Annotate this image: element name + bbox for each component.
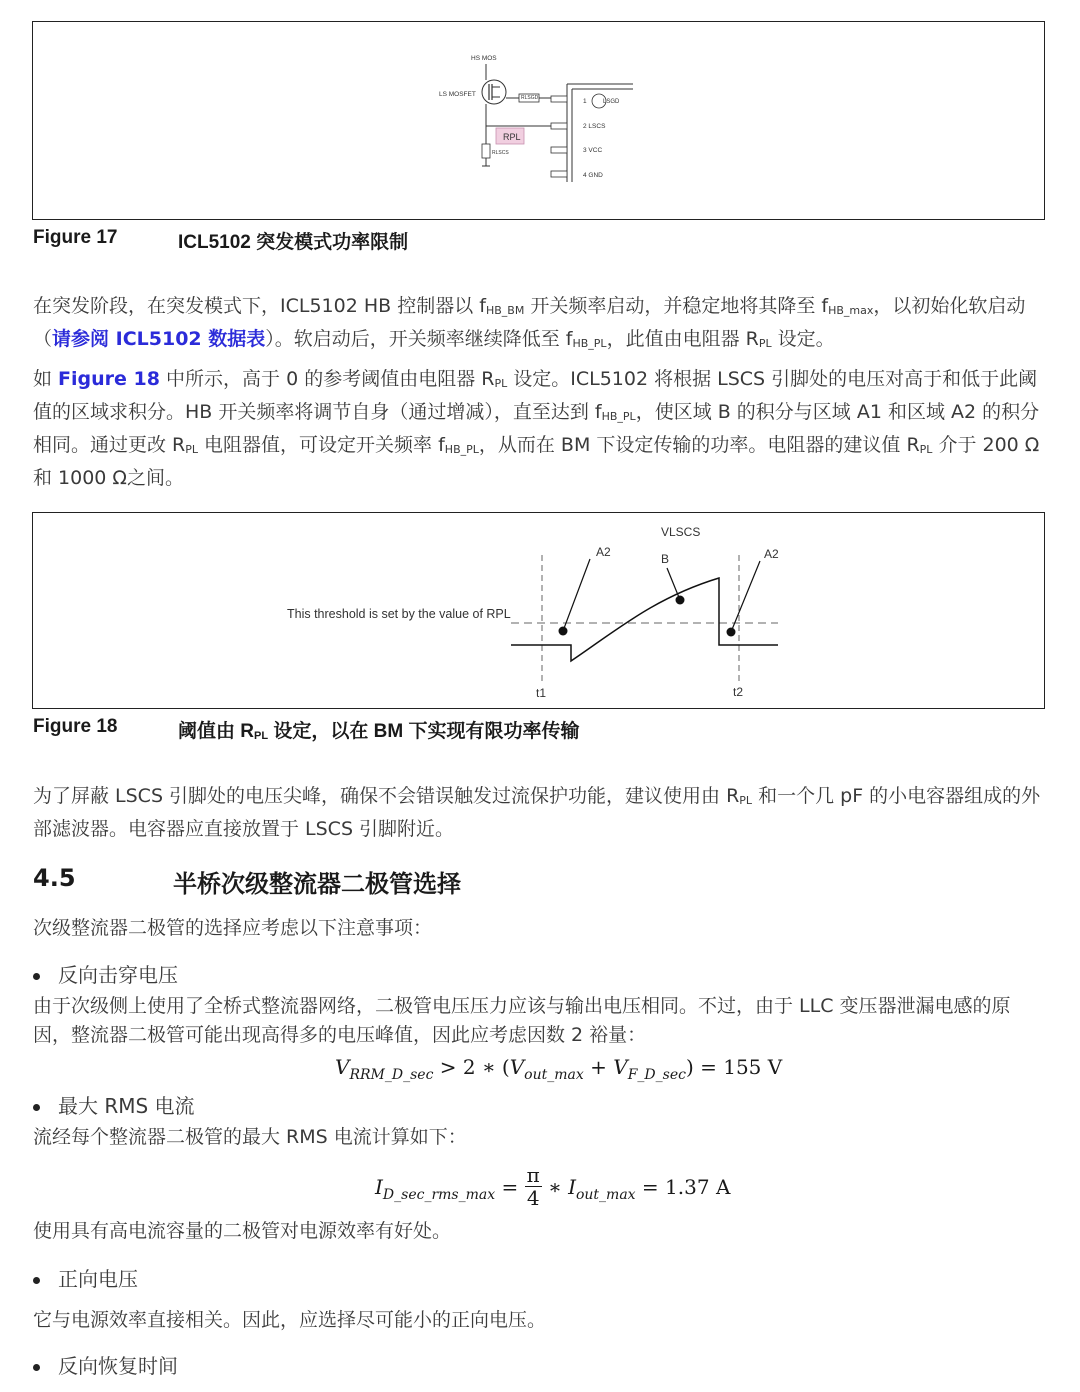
a2-right-dot (727, 628, 736, 637)
paragraph-forward: 它与电源效率直接相关。因此，应选择尽可能小的正向电压。 (33, 1309, 547, 1331)
figure-18-title-a: 阈值由 R (178, 721, 255, 742)
vlscs-label: VLSCS (661, 525, 701, 539)
pin-4-label: 4 GND (583, 172, 603, 179)
figure-18-title-sub: PL (254, 730, 269, 742)
para1-text-f: 设定。 (771, 328, 835, 350)
pin-2-label: 2 LSCS (583, 123, 606, 130)
paragraph-rms: 流经每个整流器二极管的最大 RMS 电流计算如下： (33, 1126, 467, 1148)
para2-sub-4: HB_PL (444, 443, 479, 456)
bullet-dot (33, 973, 40, 980)
eq1-v1-sub: out_max (524, 1067, 584, 1083)
eq2-rhs: = 1.37 A (635, 1175, 731, 1199)
pin-3-label: 3 VCC (583, 147, 603, 154)
a2-left-label: A2 (596, 545, 611, 559)
threshold-note: This threshold is set by the value of RPL (287, 607, 511, 621)
t2-label: t2 (733, 685, 744, 699)
para2-text-g: 介于 200 Ω和 1000 Ω之间。 (33, 434, 1040, 489)
para2-text-c: 设定。ICL5102 将根据 LSCS 引脚处的电压对高于和低于此阈值的区域求积分。HB 开关频率将调节自身（通过增减），直至达到 f (33, 368, 1038, 423)
datasheet-link[interactable]: 请参阅 ICL5102 数据表 (52, 328, 266, 350)
bullet-forward-voltage (33, 1263, 138, 1292)
eq1-lhs: V (335, 1055, 350, 1079)
pin-1-name: LSGD (603, 99, 620, 105)
eq2-denominator: 4 (526, 1186, 540, 1210)
para1-text-e: ，此值由电阻器 R (606, 328, 759, 350)
para3-text-a: 为了屏蔽 LSCS 引脚处的电压尖峰，确保不会错误触发过流保护功能，建议使用由 R (33, 785, 740, 807)
section-intro: 次级整流器二极管的选择应考虑以下注意事项： (33, 917, 433, 939)
b-label: B (661, 552, 670, 566)
r-lscs-resistor (482, 144, 490, 158)
eq1-op: > 2 ∗ ( (433, 1055, 510, 1079)
eq2-equals: = (495, 1175, 525, 1199)
figure-18-label: Figure 18 (33, 716, 118, 737)
section-number: 4.5 (33, 864, 76, 892)
ls-mosfet-symbol (482, 80, 506, 104)
paragraph-threshold (33, 365, 1045, 493)
r-lscs-label: RLSCS (492, 150, 509, 156)
equation-rms (375, 1163, 731, 1211)
figure-18-title (178, 716, 579, 743)
para1-text-d: ）。软启动后，开关频率继续降低至 f (265, 328, 573, 350)
eq1-rhs: ) = 155 V (685, 1055, 783, 1079)
bullet-max-rms-current (33, 1090, 195, 1119)
para1-sub-pl: PL (758, 337, 772, 350)
ls-mosfet-label: LS MOSFET (439, 91, 476, 98)
eq1-v1: V (509, 1055, 525, 1079)
equation-vrrm (335, 1055, 782, 1083)
a2-left-dot (559, 627, 568, 636)
para2-sub-2: HB_PL (601, 410, 636, 423)
eq1-plus: + (583, 1055, 614, 1079)
para1-text-c: ，以初始化软启动（ (33, 295, 1026, 350)
hs-mos-label: HS MOS (471, 55, 497, 62)
eq2-numerator: π (526, 1163, 540, 1187)
eq2-fraction (525, 1164, 542, 1209)
bullet-text: 反向击穿电压 (58, 963, 178, 987)
para1-text-a: 在突发阶段，在突发模式下，ICL5102 HB 控制器以 f (33, 295, 486, 317)
figure-17-title: ICL5102 突发模式功率限制 (178, 232, 409, 253)
section-title: 半桥次级整流器二极管选择 (173, 870, 461, 898)
figure-17-caption (33, 227, 933, 253)
para2-text-d: ，使区域 B 的积分与区域 A1 和区域 A2 的积分相同。通过更改 R (33, 401, 1040, 456)
eq2-times: ∗ (541, 1175, 569, 1199)
para1-sub-hb-pl: HB_PL (572, 337, 607, 350)
paragraph-benefit: 使用具有高电流容量的二极管对电源效率有好处。 (33, 1220, 452, 1242)
figure-18-link[interactable]: Figure 18 (58, 368, 160, 390)
t1-label: t1 (536, 686, 547, 700)
para2-text-a: 如 (33, 368, 59, 390)
r-lsgd-label: RLSGD (521, 95, 539, 101)
figure-17-frame (32, 21, 1045, 220)
para2-sub-3: PL (185, 443, 199, 456)
lscs-waveform (511, 578, 778, 661)
paragraph-burst-phase (33, 292, 1045, 358)
para3-sub: PL (739, 794, 753, 807)
paragraph-filter (33, 782, 1045, 844)
bullet-text: 正向电压 (58, 1267, 138, 1291)
figure-18-waveform-diagram (33, 513, 1044, 708)
figure-18-frame (32, 512, 1045, 709)
para2-text-b: 中所示，高于 0 的参考阈值由电阻器 R (159, 368, 495, 390)
para2-text-f: ，从而在 BM 下设定传输的功率。电阻器的建议值 R (478, 434, 920, 456)
bullet-dot (33, 1104, 40, 1111)
figure-18-caption (33, 716, 933, 742)
b-dot (676, 596, 685, 605)
r-pl-label: RPL (503, 132, 521, 142)
eq1-v2: V (613, 1055, 628, 1079)
eq1-lhs-sub: RRM_D_sec (349, 1067, 434, 1083)
eq2-i-sub: out_max (575, 1187, 636, 1203)
para2-text-e: 电阻器值，可设定开关频率 f (198, 434, 445, 456)
paragraph-vrrm: 由于次级侧上使用了全桥式整流器网络，二极管电压压力应该与输出电压相同。不过，由于 LLC 变压器泄漏电感的原因，整流器二极管可能出现高得多的电压峰值，因此应考虑因数 2 裕量： (33, 995, 1011, 1046)
bullet-reverse-voltage (33, 959, 178, 988)
figure-17-label: Figure 17 (33, 227, 118, 248)
para2-sub-1: PL (494, 377, 508, 390)
a2-right-label: A2 (764, 547, 779, 561)
figure-17-circuit-diagram (33, 22, 1044, 219)
para1-text-b: 开关频率启动，并稳定地将其降至 f (524, 295, 829, 317)
bullet-dot (33, 1364, 40, 1371)
eq2-lhs: I (375, 1175, 383, 1199)
bullet-text: 最大 RMS 电流 (58, 1094, 195, 1118)
eq2-lhs-sub: D_sec_rms_max (382, 1187, 496, 1203)
para1-sub-hb-max: HB_max (828, 304, 874, 317)
eq1-v2-sub: F_D_sec (627, 1067, 686, 1083)
bullet-dot (33, 1277, 40, 1284)
section-heading (33, 864, 461, 898)
pin-1-number: 1 (583, 98, 587, 105)
bullet-reverse-recovery (33, 1350, 178, 1379)
para1-sub-hb-bm: HB_BM (485, 304, 525, 317)
para3-text-b: 和一个几 pF 的小电容器组成的外部滤波器。电容器应直接放置于 LSCS 引脚附近。 (33, 785, 1041, 840)
figure-18-title-b: 设定，以在 BM 下实现有限功率传输 (268, 721, 580, 742)
bullet-text: 反向恢复时间 (58, 1354, 178, 1378)
eq2-i: I (568, 1175, 576, 1199)
para2-sub-5: PL (919, 443, 933, 456)
